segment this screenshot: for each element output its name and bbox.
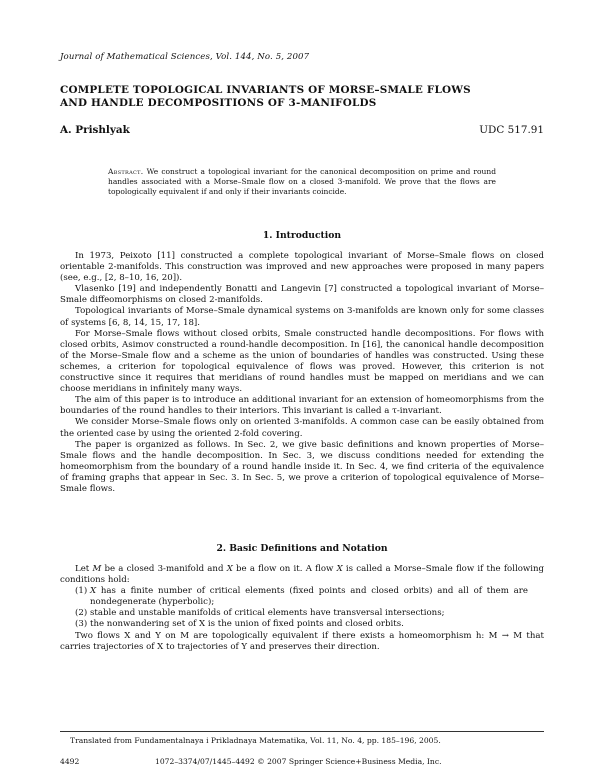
paragraph: The paper is organized as follows. In Sec. 2, we give basic definitions and known properties of Morse–Smale flows and the handle decomposition. In Sec. 3, we discuss conditions needed for extending the homeomorphism from the boundary of a round handle inside it. In Sec. 4, we find criteria of the equivalence of framing graphs that appear in Sec. 3. In Sec. 5, we prove a criterion of topological equivalence of Morse–Smale flows. [60,439,544,494]
translation-note: Translated from Fundamentalnaya i Prikladnaya Matematika, Vol. 11, No. 4, pp. 185–196, 2005. [70,736,441,745]
title-line-2: AND HANDLE DECOMPOSITIONS OF 3-MANIFOLDS [60,96,377,109]
footnote-rule [60,731,544,732]
section-2-heading: 2. Basic Definitions and Notation [216,543,388,554]
paragraph: Vlasenko [19] and independently Bonatti and Langevin [7] constructed a topological invariant of Morse–Smale diffeomorphisms on closed 2-manifolds. [60,284,544,306]
section-1-body [60,251,544,495]
copyright-line: 1072–3374/07/1445–4492 © 2007 Springer Science+Business Media, Inc. [155,757,442,766]
abstract-label: Abstract. [108,167,144,176]
udc-code: UDC 517.91 [479,124,544,136]
section-1-heading: 1. Introduction [262,230,342,241]
paragraph-equivalence: Two flows X and Y on M are topologically equivalent if there exists a homeomorphism h: M → M that carries trajectories of X to trajectories of Y and preserves their direction. [60,630,544,652]
abstract-text: We construct a topological invariant for the canonical decomposition on prime and round handles associated with a Morse–Smale flow on a closed 3-manifold. We prove that the flows are topologically equivalent if and only if their invariants coincide. [108,167,496,197]
page-number: 4492 [60,757,80,766]
paragraph: Topological invariants of Morse–Smale dynamical systems on 3-manifolds are known only for some classes of systems [6, 8, 14, 15, 17, 18]. [60,306,544,328]
paper-title [60,84,544,109]
title-line-1: COMPLETE TOPOLOGICAL INVARIANTS OF MORSE–SMALE FLOWS [60,84,471,96]
paragraph: For Morse–Smale flows without closed orbits, Smale constructed handle decompositions. For flows with closed orbits, Asimov constructed a round-handle decomposition. In [16], the canonical handle decomposition of the Morse–Smale flow and a scheme as the union of boundaries of handles was constructed. Using these schemes, a criterion for topological equivalence of flows was proved. However, this criterion is not constructive since it requires that meridians of round handles must be mapped on meridians and we can choose meridians in infinitely many ways. [60,328,544,395]
author-name: A. Prishlyak [60,124,130,136]
paragraph: We consider Morse–Smale flows only on oriented 3-manifolds. A common case can be easily obtained from the oriented case by using the oriented 2-fold covering. [60,417,544,439]
paragraph: In 1973, Peixoto [11] constructed a complete topological invariant of Morse–Smale flows on closed orientable 2-manifolds. This construction was improved and new approaches were proposed in many papers (see, e.g., [2, 8–10, 16, 20]). [60,251,544,284]
journal-citation: Journal of Mathematical Sciences, Vol. 144, No. 5, 2007 [60,52,310,62]
abstract [108,167,496,198]
section-2-body [60,564,544,653]
list-item: (2) stable and unstable manifolds of critical elements have transversal intersections; [75,608,445,619]
list-item: (3) the nonwandering set of X is the union of fixed points and closed orbits. [75,619,404,630]
paragraph-intro: Let M be a closed 3-manifold and X be a flow on it. A flow X is called a Morse–Smale flow if the following conditions hold: [60,564,545,586]
paragraph: The aim of this paper is to introduce an additional invariant for an extension of homeomorphisms from the boundaries of the round handles to their interiors. This invariant is called a τ-invariant. [60,395,544,417]
list-item: (1) X has a finite number of critical elements (fixed points and closed orbits) and all of them are nondegenerate (hyperbolic); [75,586,528,608]
conditions-list [60,586,544,630]
